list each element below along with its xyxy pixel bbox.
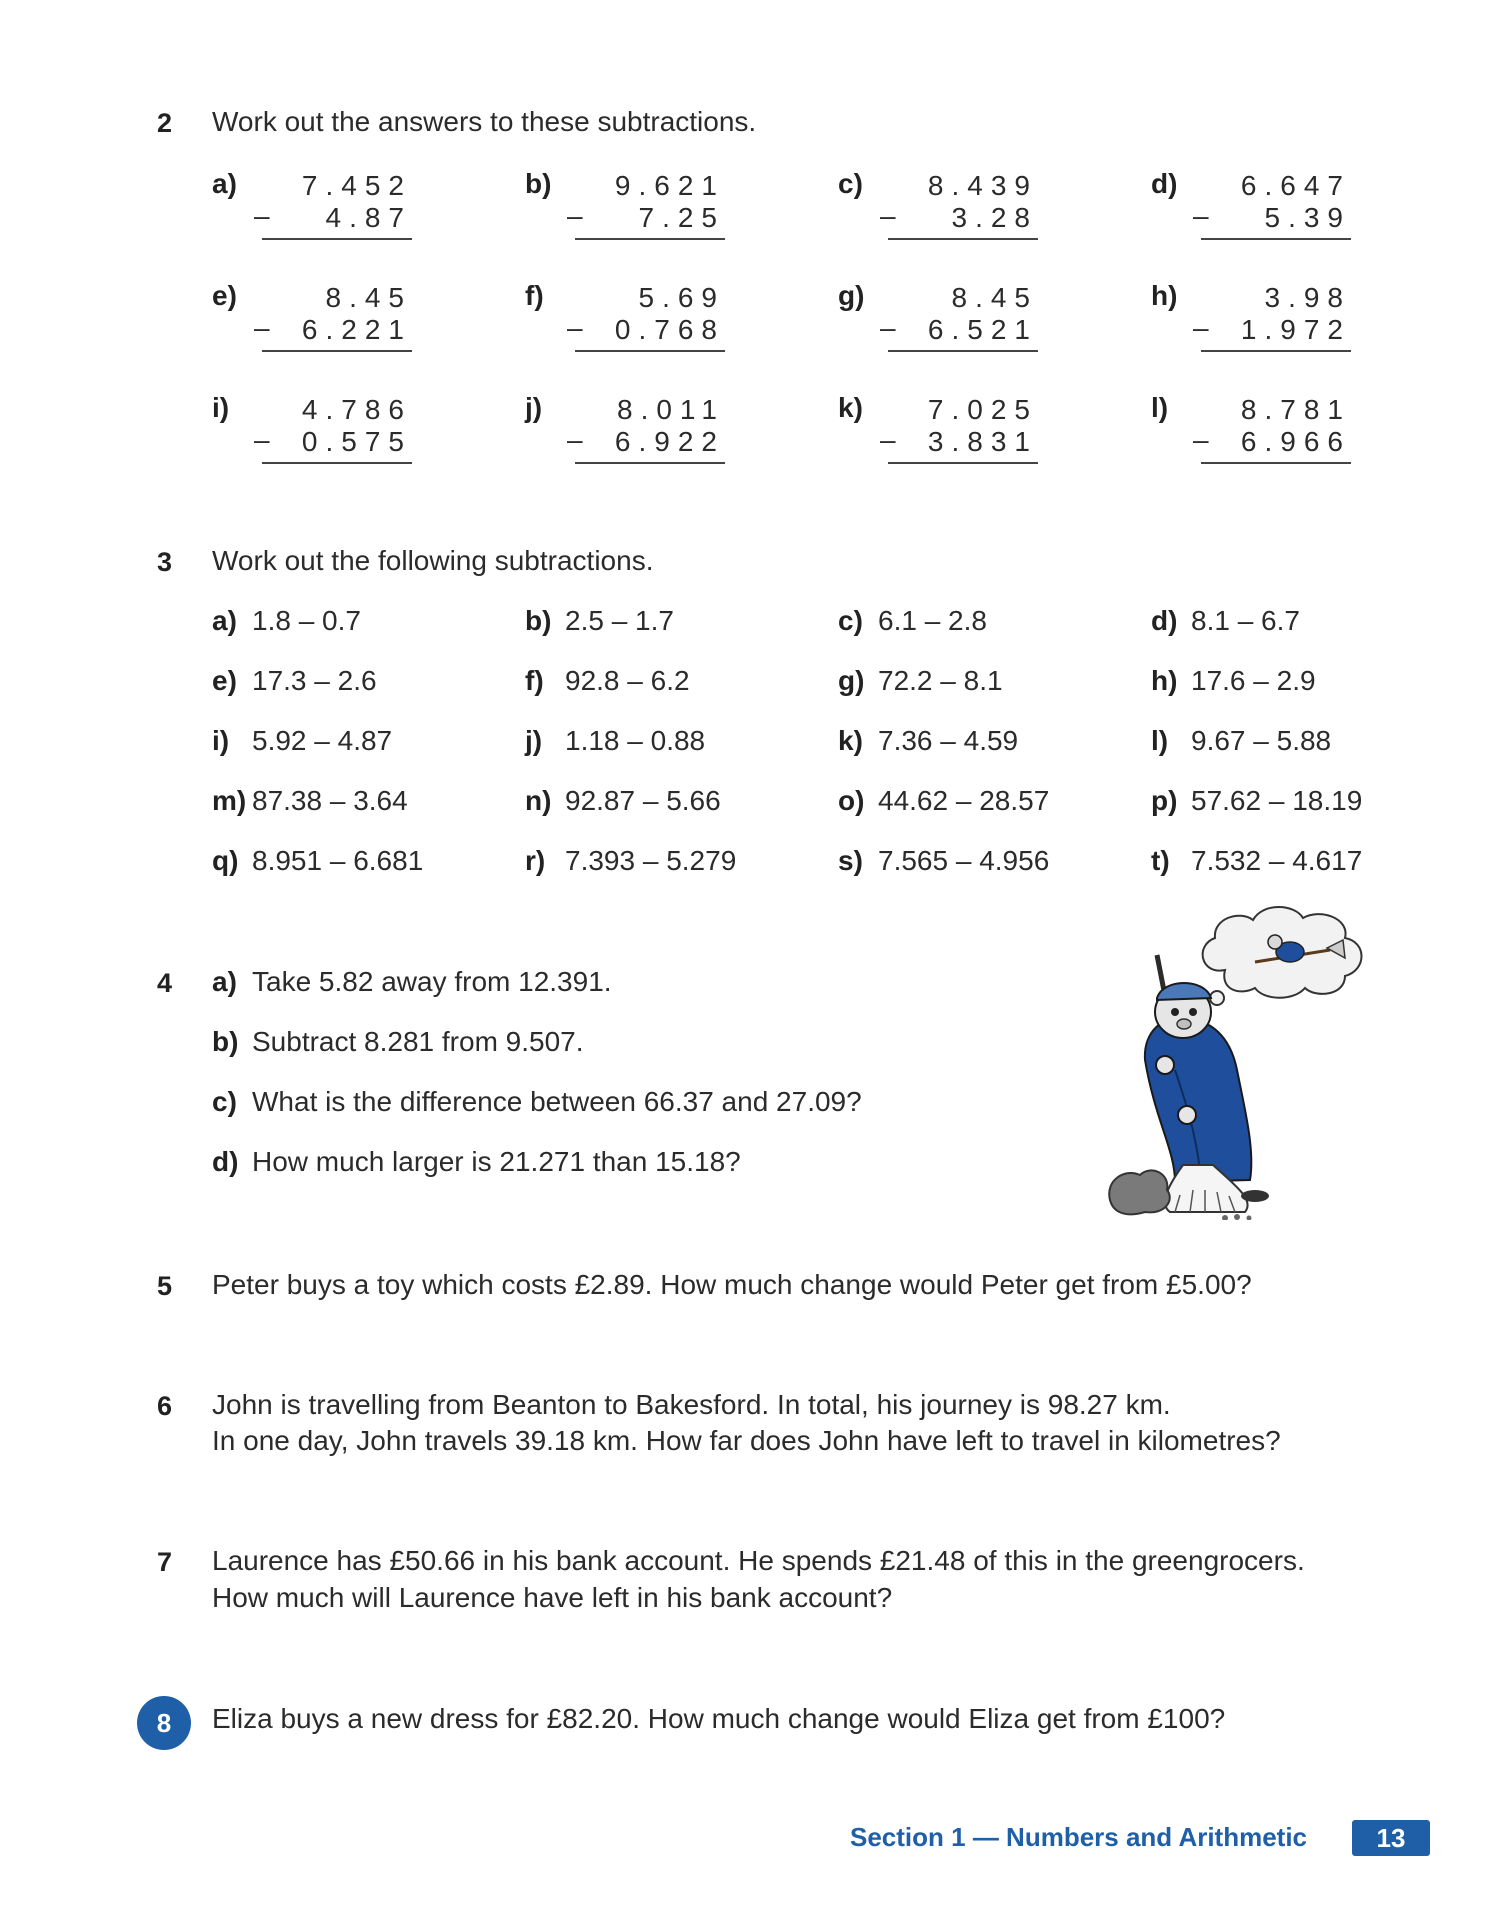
item-label: t): [1151, 845, 1170, 876]
minus-sign: –: [1193, 424, 1209, 455]
item-expression: 17.6 – 2.9: [1191, 665, 1316, 696]
q3-item-i: [212, 725, 392, 757]
minus-sign: –: [880, 200, 896, 231]
item-expression: 7.532 – 4.617: [1191, 845, 1363, 876]
q5-number: 5: [157, 1271, 173, 1301]
item-expression: 92.8 – 6.2: [565, 665, 690, 696]
item-label: d): [212, 1146, 239, 1177]
q2-sum-h: [1151, 280, 1351, 360]
item-label: c): [212, 1086, 237, 1117]
item-expression: 72.2 – 8.1: [878, 665, 1003, 696]
q3-item-k: [838, 725, 1018, 757]
minus-sign: –: [567, 424, 583, 455]
q2-sum-i: [212, 392, 412, 472]
item-text: Take 5.82 away from 12.391.: [252, 966, 612, 997]
q2-sum-g: [838, 280, 1038, 360]
item-expression: 5.92 – 4.87: [252, 725, 393, 756]
q4-item-c: [212, 1086, 862, 1118]
q3-item-a: [212, 605, 361, 637]
q4-item-b: [212, 1026, 584, 1058]
q3-item-t: [1151, 845, 1362, 877]
sum-top: 8.781: [1240, 394, 1351, 425]
sum-bottom: 6.221: [262, 314, 412, 352]
item-label: g): [838, 665, 865, 696]
q2-text: Work out the answers to these subtractions.: [212, 106, 757, 137]
item-label: r): [525, 845, 546, 876]
item-expression: 1.8 – 0.7: [252, 605, 361, 636]
q7-line1: Laurence has £50.66 in his bank account. He spends £21.48 of this in the greengrocers.: [212, 1545, 1305, 1576]
q2-sum-e: [212, 280, 412, 360]
q3-item-r: [525, 845, 736, 877]
item-label: o): [838, 785, 865, 816]
sum-label: k): [838, 392, 863, 423]
minus-sign: –: [567, 312, 583, 343]
sum-top: 3.98: [1264, 282, 1351, 313]
item-expression: 17.3 – 2.6: [252, 665, 377, 696]
q2-sum-d: [1151, 168, 1351, 248]
item-label: d): [1151, 605, 1178, 636]
q4-item-d: [212, 1146, 741, 1178]
item-label: m): [212, 785, 247, 816]
q7-number: 7: [157, 1547, 173, 1577]
item-label: q): [212, 845, 239, 876]
q4-number: 4: [157, 968, 173, 998]
q3-item-s: [838, 845, 1049, 877]
sum-bottom: 5.39: [1201, 202, 1351, 240]
sum-top: 4.786: [301, 394, 412, 425]
page-number: 13: [1352, 1820, 1430, 1856]
item-label: b): [525, 605, 552, 636]
item-expression: 7.565 – 4.956: [878, 845, 1050, 876]
q3-number: 3: [157, 547, 173, 577]
sum-label: g): [838, 280, 865, 311]
q3-item-o: [838, 785, 1049, 817]
sum-bottom: 6.922: [575, 426, 725, 464]
minus-sign: –: [254, 424, 270, 455]
q3-item-g: [838, 665, 1003, 697]
item-label: j): [525, 725, 543, 756]
q7-line2: How much will Laurence have left in his bank account?: [212, 1582, 893, 1613]
item-expression: 1.18 – 0.88: [565, 725, 706, 756]
item-expression: 87.38 – 3.64: [252, 785, 408, 816]
sum-bottom: 3.28: [888, 202, 1038, 240]
sum-top: 6.647: [1240, 170, 1351, 201]
item-label: f): [525, 665, 544, 696]
item-expression: 8.1 – 6.7: [1191, 605, 1300, 636]
item-expression: 8.951 – 6.681: [252, 845, 424, 876]
item-label: l): [1151, 725, 1169, 756]
q2-sum-l: [1151, 392, 1351, 472]
item-expression: 44.62 – 28.57: [878, 785, 1050, 816]
sum-label: e): [212, 280, 237, 311]
sweeping-man-illustration: [1105, 900, 1380, 1220]
sum-bottom: 6.966: [1201, 426, 1351, 464]
sum-bottom: 1.972: [1201, 314, 1351, 352]
q3-item-l: [1151, 725, 1331, 757]
q5-text: Peter buys a toy which costs £2.89. How much change would Peter get from £5.00?: [212, 1269, 1252, 1300]
item-label: h): [1151, 665, 1178, 696]
item-text: How much larger is 21.271 than 15.18?: [252, 1146, 741, 1177]
sum-label: a): [212, 168, 237, 199]
q3-text: Work out the following subtractions.: [212, 545, 654, 576]
item-label: a): [212, 605, 237, 636]
item-text: What is the difference between 66.37 and 27.09?: [252, 1086, 862, 1117]
q3-item-q: [212, 845, 423, 877]
q2-number: 2: [157, 108, 173, 138]
item-label: a): [212, 966, 237, 997]
item-label: s): [838, 845, 863, 876]
sum-bottom: 0.768: [575, 314, 725, 352]
sum-label: c): [838, 168, 863, 199]
item-expression: 9.67 – 5.88: [1191, 725, 1332, 756]
q4-item-a: [212, 966, 612, 998]
q8-text: Eliza buys a new dress for £82.20. How much change would Eliza get from £100?: [212, 1703, 1226, 1734]
sum-top: 8.45: [325, 282, 412, 313]
sum-bottom: 4.87: [262, 202, 412, 240]
sum-top: 8.011: [617, 394, 725, 425]
minus-sign: –: [254, 200, 270, 231]
sum-bottom: 0.575: [262, 426, 412, 464]
q8-number-badge: 8: [137, 1696, 191, 1750]
item-expression: 92.87 – 5.66: [565, 785, 721, 816]
q6-line1: John is travelling from Beanton to Bakesford. In total, his journey is 98.27 km.: [212, 1389, 1171, 1420]
sum-label: i): [212, 392, 230, 423]
minus-sign: –: [1193, 200, 1209, 231]
q3-item-b: [525, 605, 674, 637]
q6-number: 6: [157, 1391, 173, 1421]
sum-label: b): [525, 168, 552, 199]
item-text: Subtract 8.281 from 9.507.: [252, 1026, 584, 1057]
minus-sign: –: [567, 200, 583, 231]
q2-sum-k: [838, 392, 1038, 472]
sum-top: 5.69: [638, 282, 725, 313]
q3-item-m: [212, 785, 408, 817]
sum-top: 9.621: [614, 170, 725, 201]
sum-label: f): [525, 280, 544, 311]
dust-pile: [1109, 1170, 1170, 1214]
q3-item-d: [1151, 605, 1300, 637]
sum-bottom: 6.521: [888, 314, 1038, 352]
q3-item-j: [525, 725, 705, 757]
item-expression: 2.5 – 1.7: [565, 605, 674, 636]
item-label: e): [212, 665, 237, 696]
q2-sum-c: [838, 168, 1038, 248]
q2-sum-j: [525, 392, 725, 472]
item-expression: 57.62 – 18.19: [1191, 785, 1363, 816]
item-label: c): [838, 605, 863, 636]
sum-label: l): [1151, 392, 1169, 423]
q3-item-n: [525, 785, 721, 817]
q2-sum-b: [525, 168, 725, 248]
item-label: p): [1151, 785, 1178, 816]
item-label: k): [838, 725, 863, 756]
sum-top: 7.452: [301, 170, 412, 201]
q3-item-f: [525, 665, 690, 697]
item-expression: 6.1 – 2.8: [878, 605, 987, 636]
q3-item-h: [1151, 665, 1316, 697]
sum-bottom: 3.831: [888, 426, 1038, 464]
item-label: b): [212, 1026, 239, 1057]
q6-line2: In one day, John travels 39.18 km. How far does John have left to travel in kilometres?: [212, 1425, 1281, 1456]
q3-item-e: [212, 665, 377, 697]
sum-top: 8.439: [927, 170, 1038, 201]
item-label: n): [525, 785, 552, 816]
sum-top: 7.025: [927, 394, 1038, 425]
sum-top: 8.45: [951, 282, 1038, 313]
q2-sum-f: [525, 280, 725, 360]
item-expression: 7.36 – 4.59: [878, 725, 1019, 756]
minus-sign: –: [880, 312, 896, 343]
item-expression: 7.393 – 5.279: [565, 845, 737, 876]
q3-item-c: [838, 605, 987, 637]
minus-sign: –: [1193, 312, 1209, 343]
minus-sign: –: [254, 312, 270, 343]
q2-sum-a: [212, 168, 412, 248]
sum-bottom: 7.25: [575, 202, 725, 240]
minus-sign: –: [880, 424, 896, 455]
q3-item-p: [1151, 785, 1362, 817]
sum-label: d): [1151, 168, 1178, 199]
sum-label: j): [525, 392, 543, 423]
sum-label: h): [1151, 280, 1178, 311]
item-label: i): [212, 725, 230, 756]
section-footer: Section 1 — Numbers and Arithmetic: [850, 1822, 1308, 1852]
